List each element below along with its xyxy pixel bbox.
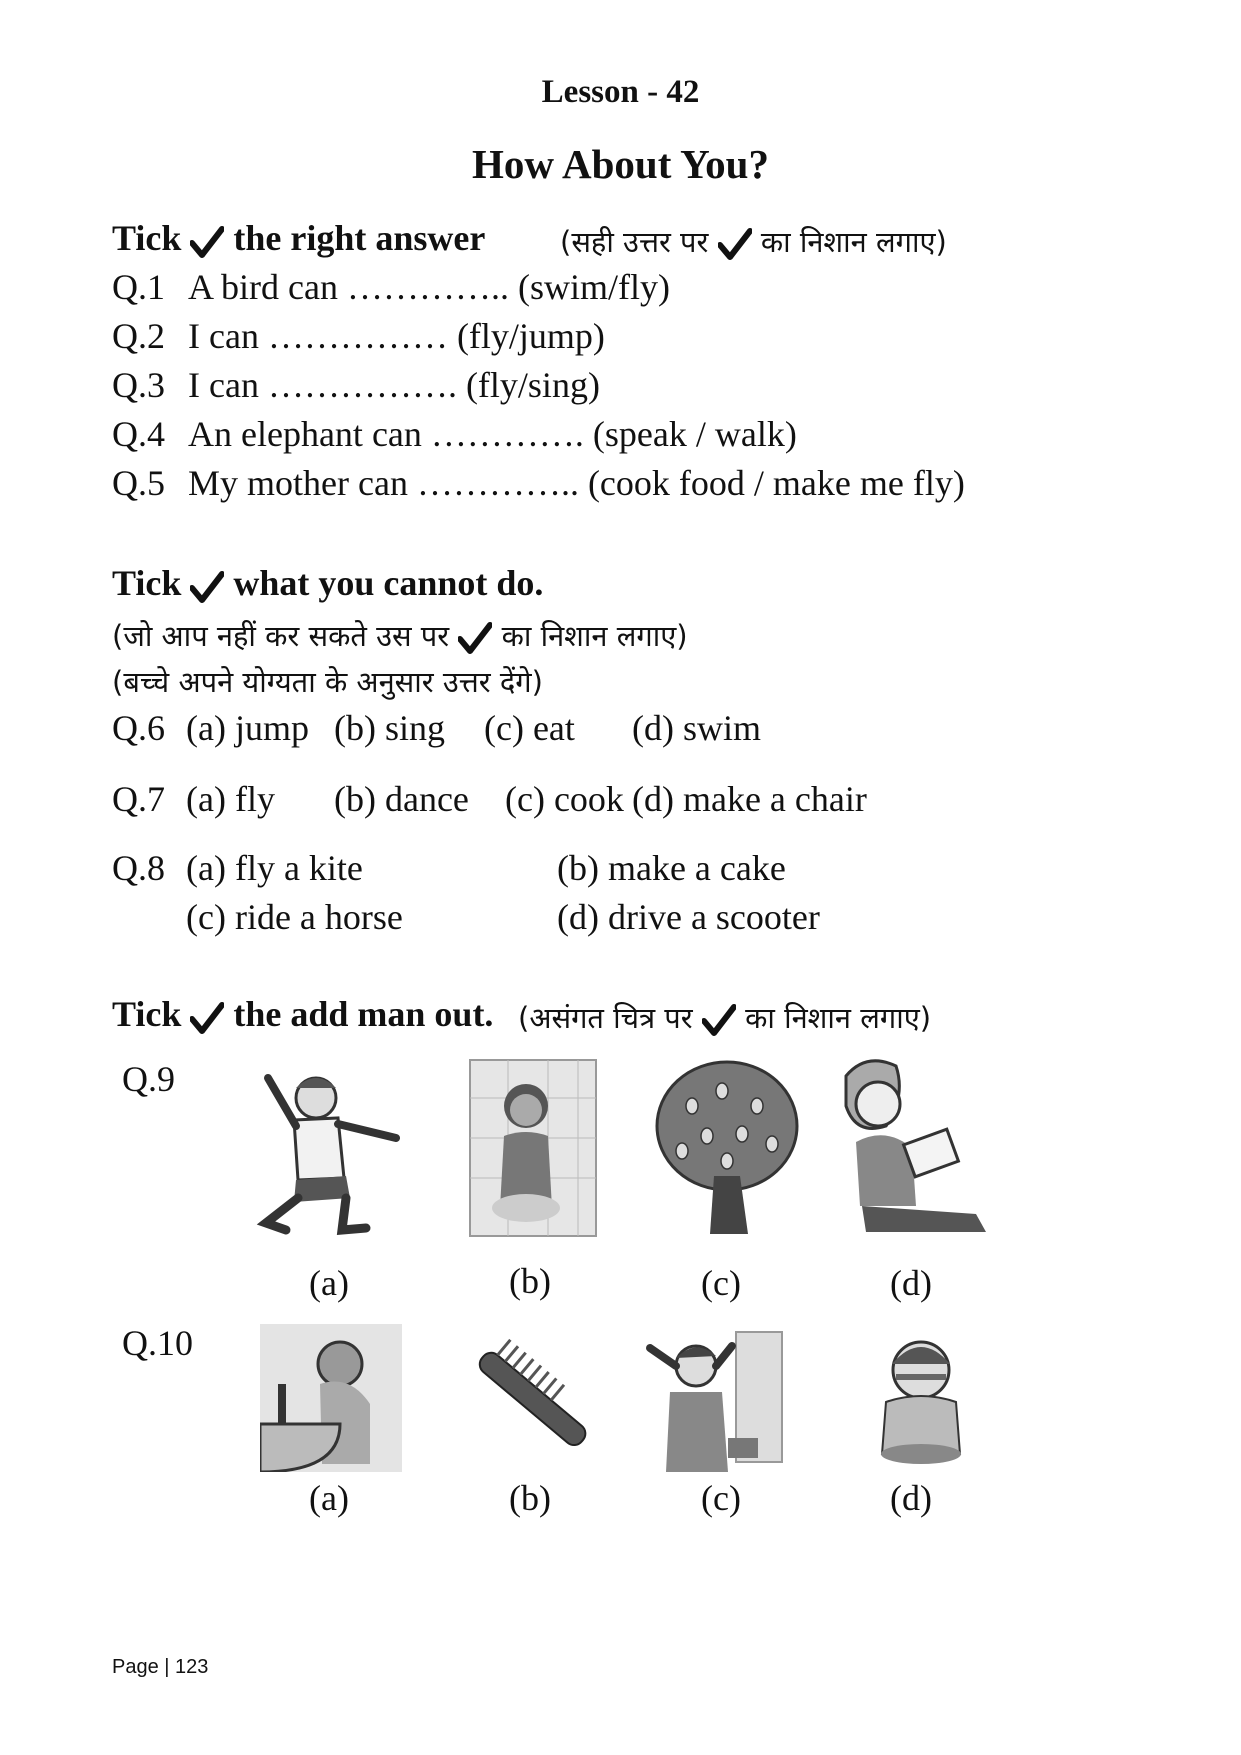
lesson-number: Lesson - 42 [541,74,700,110]
q7-option-b: (b) dance [334,779,469,819]
q6-option-a: (a) jump [186,708,309,748]
q6-option-d: (d) swim [632,708,761,748]
question-number: Q.4 [112,414,165,454]
question-2 [112,315,605,357]
mango-tree-image[interactable] [652,1056,802,1236]
q7-option-c: (c) cook [505,779,624,819]
comb-image[interactable] [455,1332,605,1472]
question-1 [112,266,670,308]
question-4 [112,413,797,455]
boy-brushing-teeth-image[interactable] [866,1330,976,1470]
q8-option-d: (d) drive a scooter [557,897,820,937]
q9-label-b: (b) [509,1261,551,1301]
q9-label-c: (c) [701,1263,741,1303]
section3-hindi-instruction [518,998,931,1037]
q10-label-a: (a) [309,1478,349,1518]
q6-option-b: (b) sing [334,708,445,748]
question-6-number: Q.6 [112,708,165,748]
q9-label-d: (d) [890,1263,932,1303]
question-number: Q.5 [112,463,165,503]
hindi-text: का निशान लगाए) [760,225,947,259]
hindi-text: (असंगत चित्र पर [518,1001,693,1035]
girl-reading-image[interactable] [826,1056,996,1238]
q7-option-d: (d) make a chair [632,779,867,819]
check-icon [458,622,492,654]
page-title: How About You? [472,141,769,187]
tick-word: Tick [112,218,182,258]
hindi-text: का निशान लगाए) [501,619,688,653]
section3-title: the add man out. [233,994,494,1034]
question-8-number: Q.8 [112,848,165,888]
q7-option-a: (a) fly [186,779,275,819]
question-text: An elephant can …………. (speak / walk) [188,414,797,454]
q9-label-a: (a) [309,1263,349,1303]
tick-word: Tick [112,563,182,603]
page-label: Page [112,1656,159,1678]
q8-option-b: (b) make a cake [557,848,786,888]
girl-bathing-image[interactable] [468,1058,598,1238]
boy-combing-hair-image[interactable] [636,1326,786,1472]
jumping-boy-image[interactable] [246,1058,411,1238]
hindi-text: का निशान लगाए) [745,1001,932,1035]
section1-hindi-instruction [560,222,947,261]
section2-title: what you cannot do. [233,563,544,603]
q10-label-c: (c) [701,1478,741,1518]
question-text: A bird can ………….. (swim/fly) [188,267,670,307]
question-text: I can ……………. (fly/sing) [188,365,600,405]
check-icon [190,571,224,603]
q10-label-d: (d) [890,1478,932,1518]
section1-heading [112,217,485,259]
footer-separator: | [164,1656,170,1678]
question-text: I can …………… (fly/jump) [188,316,605,356]
q8-option-c: (c) ride a horse [186,897,403,937]
hindi-text: (सही उत्तर पर [560,225,709,259]
question-9-number: Q.9 [122,1059,175,1099]
section3-heading [112,993,493,1035]
section2-hindi-note: (बच्चे अपने योग्यता के अनुसार उत्तर देंगे) [112,665,543,699]
q10-label-b: (b) [509,1478,551,1518]
question-number: Q.2 [112,316,165,356]
question-number: Q.3 [112,365,165,405]
question-5 [112,462,965,504]
q8-option-a: (a) fly a kite [186,848,363,888]
check-icon [190,226,224,258]
girl-washing-face-image[interactable] [260,1324,402,1472]
question-3 [112,364,600,406]
check-icon [190,1002,224,1034]
question-text: My mother can ………….. (cook food / make me fly) [188,463,965,503]
section1-title: the right answer [233,218,486,258]
q6-option-c: (c) eat [484,708,575,748]
hindi-text: (जो आप नहीं कर सकते उस पर [112,619,450,653]
page-footer [112,1656,208,1679]
tick-word: Tick [112,994,182,1034]
question-7-number: Q.7 [112,779,165,819]
check-icon [702,1004,736,1036]
section2-heading [112,562,543,604]
page-number: 123 [175,1656,209,1678]
question-10-number: Q.10 [122,1323,193,1363]
section2-hindi-instruction [112,616,688,655]
question-number: Q.1 [112,267,165,307]
check-icon [718,228,752,260]
